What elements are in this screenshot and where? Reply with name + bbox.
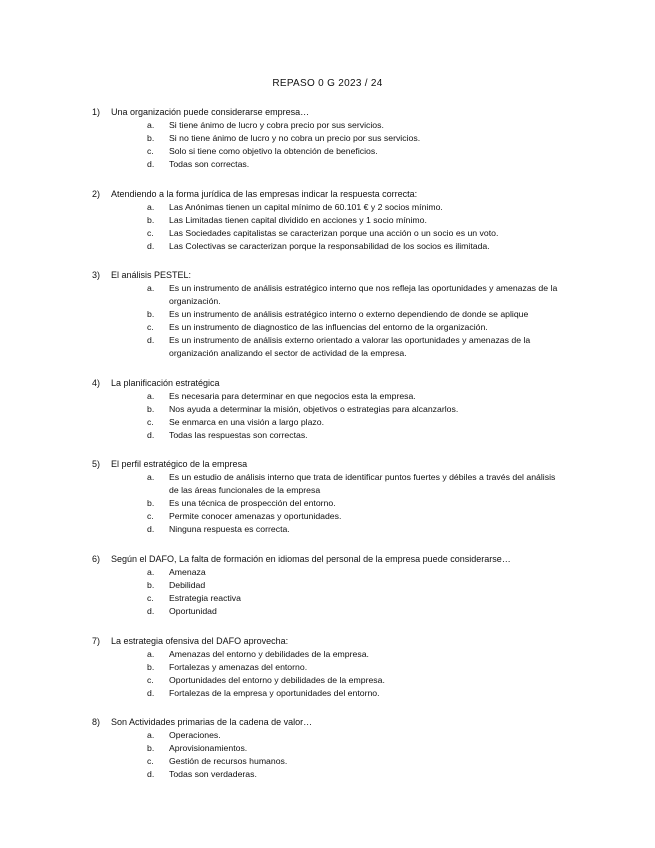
option-letter: c. <box>147 416 154 427</box>
question-item <box>0 106 655 171</box>
option-letter: b. <box>147 214 155 225</box>
option-letter: c. <box>147 674 154 685</box>
option-letter: d. <box>147 429 155 440</box>
option-letter: d. <box>147 605 155 616</box>
answer-option <box>0 648 655 661</box>
answer-option <box>0 227 655 240</box>
answer-option <box>0 119 655 132</box>
option-text: Fortalezas de la empresa y oportunidades del entorno. <box>169 687 380 698</box>
option-text: Nos ayuda a determinar la misión, objetivos o estrategias para alcanzarlos. <box>169 403 459 414</box>
option-letter: d. <box>147 769 155 780</box>
answer-option <box>0 321 655 334</box>
option-letter: a. <box>147 648 155 659</box>
option-text: Oportunidades del entorno y debilidades de la empresa. <box>169 674 385 685</box>
question-text: Atendiendo a la forma jurídica de las empresas indicar la respuesta correcta: <box>111 188 418 199</box>
answer-option <box>0 158 655 171</box>
option-text: Operaciones. <box>169 730 221 741</box>
question-item <box>0 377 655 442</box>
option-letter: d. <box>147 687 155 698</box>
option-letter: b. <box>147 133 155 143</box>
answer-option <box>0 510 655 523</box>
question-line <box>0 553 655 566</box>
question-number: 4) <box>92 377 101 388</box>
document-title: REPASO 0 G 2023 / 24 <box>272 78 383 89</box>
question-text: El perfil estratégico de la empresa <box>111 459 248 470</box>
answer-option <box>0 334 655 360</box>
option-letter: d. <box>147 159 155 169</box>
answer-option <box>0 429 655 442</box>
question-item <box>0 635 655 700</box>
option-text: Amenaza <box>169 566 206 577</box>
answer-option <box>0 416 655 429</box>
option-letter: a. <box>147 120 155 130</box>
question-item <box>0 458 655 536</box>
option-text: Fortalezas y amenazas del entorno. <box>169 661 308 672</box>
answer-option <box>0 390 655 403</box>
question-item <box>0 716 655 781</box>
option-letter: b. <box>147 309 155 320</box>
option-letter: a. <box>147 730 155 741</box>
option-text: Todas son correctas. <box>169 159 250 169</box>
option-letter: b. <box>147 403 155 414</box>
answer-option <box>0 742 655 755</box>
answer-option <box>0 661 655 674</box>
answer-option <box>0 592 655 605</box>
question-line <box>0 716 655 729</box>
question-text: Una organización puede considerarse empresa… <box>111 107 310 117</box>
answer-option <box>0 214 655 227</box>
answer-option <box>0 201 655 214</box>
option-letter: b. <box>147 743 155 754</box>
option-text: Permite conocer amenazas y oportunidades. <box>169 511 342 522</box>
question-text: Según el DAFO, La falta de formación en idiomas del personal de la empresa puede considerarse… <box>111 553 511 564</box>
option-letter: b. <box>147 661 155 672</box>
question-line <box>0 377 655 390</box>
question-text: El análisis PESTEL: <box>111 270 192 281</box>
question-item <box>0 188 655 253</box>
answer-option <box>0 674 655 687</box>
option-letter: a. <box>147 390 155 401</box>
option-text: Es un instrumento de diagnostico de las influencias del entorno de la organización. <box>169 322 488 333</box>
question-number: 2) <box>92 188 101 199</box>
question-line <box>0 635 655 648</box>
option-letter: c. <box>147 592 154 603</box>
option-letter: b. <box>147 498 155 509</box>
option-text: Es un instrumento de análisis estratégico interno que nos refleja las oportunidades y amenazas de la organización. <box>169 283 558 307</box>
answer-option <box>0 605 655 618</box>
option-text: Debilidad <box>169 579 206 590</box>
option-letter: c. <box>147 227 154 238</box>
option-text: Es una técnica de prospección del entorno. <box>169 498 336 509</box>
question-line <box>0 106 655 119</box>
answer-option <box>0 755 655 768</box>
option-text: Si tiene ánimo de lucro y cobra precio por sus servicios. <box>169 120 384 130</box>
question-number: 7) <box>92 635 101 646</box>
question-number: 8) <box>92 717 101 728</box>
option-text: Las Colectivas se caracterizan porque la responsabilidad de los socios es ilimitada. <box>169 240 490 251</box>
option-letter: a. <box>147 566 155 577</box>
option-text: Gestión de recursos humanos. <box>169 756 288 767</box>
answer-option <box>0 566 655 579</box>
question-item <box>0 269 655 360</box>
answer-option <box>0 308 655 321</box>
answer-option <box>0 282 655 308</box>
question-list <box>0 106 655 798</box>
question-text: La planificación estratégica <box>111 377 220 388</box>
question-number: 3) <box>92 270 101 281</box>
option-letter: c. <box>147 756 154 767</box>
option-letter: a. <box>147 201 155 212</box>
question-item <box>0 553 655 618</box>
option-text: Es necesaria para determinar en que negocios esta la empresa. <box>169 390 416 401</box>
option-letter: a. <box>147 283 155 294</box>
option-text: Se enmarca en una visión a largo plazo. <box>169 416 325 427</box>
question-line <box>0 188 655 201</box>
answer-option <box>0 768 655 781</box>
option-text: Las Limitadas tienen capital dividido en acciones y 1 socio mínimo. <box>169 214 427 225</box>
answer-option <box>0 132 655 145</box>
answer-option <box>0 579 655 592</box>
question-number: 5) <box>92 459 101 470</box>
question-line <box>0 458 655 471</box>
option-text: Las Anónimas tienen un capital mínimo de 60.101 € y 2 socios mínimo. <box>169 201 443 212</box>
option-letter: a. <box>147 472 155 483</box>
answer-option <box>0 471 655 497</box>
option-text: Estrategia reactiva <box>169 592 241 603</box>
answer-option <box>0 497 655 510</box>
option-text: Todas son verdaderas. <box>169 769 257 780</box>
option-letter: b. <box>147 579 155 590</box>
option-text: Todas las respuestas son correctas. <box>169 429 308 440</box>
option-text: Si no tiene ánimo de lucro y no cobra un precio por sus servicios. <box>169 133 421 143</box>
option-letter: d. <box>147 335 155 346</box>
option-letter: d. <box>147 240 155 251</box>
option-letter: c. <box>147 511 154 522</box>
question-number: 6) <box>92 553 101 564</box>
answer-option <box>0 403 655 416</box>
question-text: La estrategia ofensiva del DAFO aprovecha: <box>111 635 289 646</box>
option-text: Amenazas del entorno y debilidades de la empresa. <box>169 648 369 659</box>
option-text: Es un instrumento de análisis estratégico interno o externo dependiendo de donde se aplique <box>169 309 529 320</box>
question-line <box>0 269 655 282</box>
answer-option <box>0 523 655 536</box>
answer-option <box>0 687 655 700</box>
option-text: Es un instrumento de análisis externo orientado a valorar las oportunidades y amenazas de la organización analizando el sector de actividad de la empresa. <box>169 335 531 359</box>
answer-option <box>0 729 655 742</box>
option-text: Es un estudio de análisis interno que trata de identificar puntos fuertes y débiles a través del análisis de las áreas funcionales de la empresa <box>169 472 556 496</box>
option-letter: c. <box>147 146 154 156</box>
option-text: Aprovisionamientos. <box>169 743 248 754</box>
answer-option <box>0 240 655 253</box>
question-text: Son Actividades primarias de la cadena de valor… <box>111 717 313 728</box>
option-text: Ninguna respuesta es correcta. <box>169 524 290 535</box>
option-text: Solo si tiene como objetivo la obtención de beneficios. <box>169 146 378 156</box>
option-letter: d. <box>147 524 155 535</box>
answer-option <box>0 145 655 158</box>
option-letter: c. <box>147 322 154 333</box>
option-text: Oportunidad <box>169 605 217 616</box>
question-number: 1) <box>92 107 101 117</box>
option-text: Las Sociedades capitalistas se caracterizan porque una acción o un socio es un voto. <box>169 227 499 238</box>
